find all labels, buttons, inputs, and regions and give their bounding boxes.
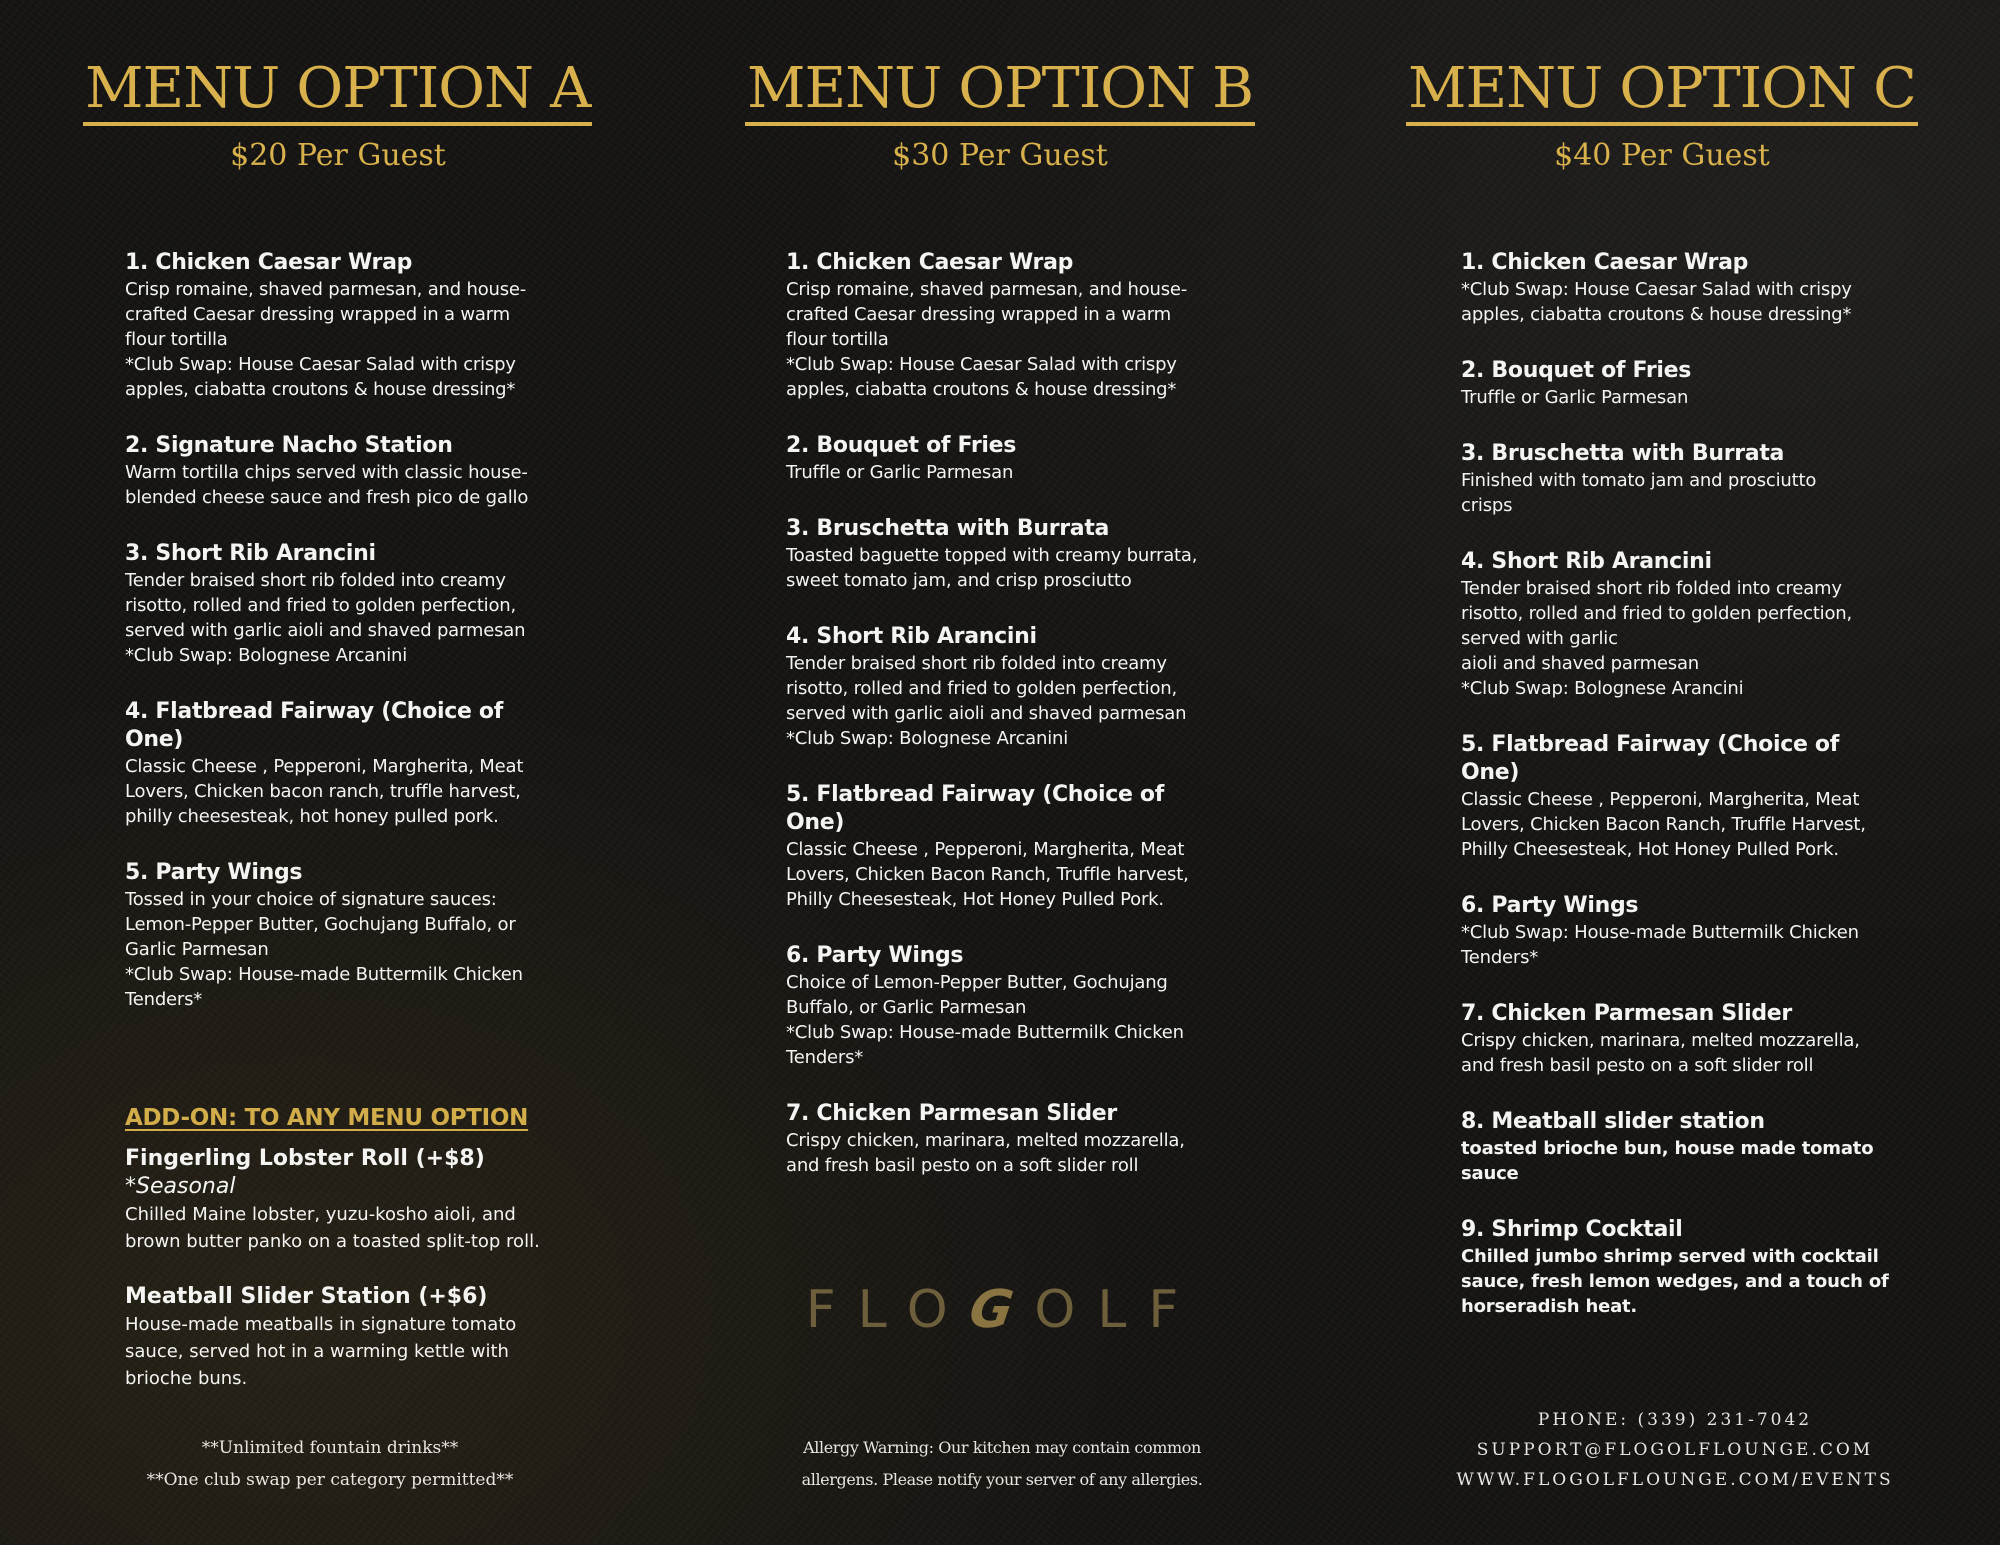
menu-item-desc: Philly Cheesesteak, Hot Honey Pulled Pork. [786, 889, 1164, 910]
menu-item-desc: Garlic Parmesan [125, 939, 269, 960]
menu-price: $20 Per Guest [230, 138, 446, 173]
menu-item-desc: Chilled jumbo shrimp served with cocktail [1461, 1246, 1879, 1267]
menu-item [1461, 892, 1891, 970]
menu-item-title: 7. Chicken Parmesan Slider [1461, 1001, 1792, 1026]
allergy-line: Allergy Warning: Our kitchen may contain common [803, 1438, 1201, 1457]
menu-item-desc: risotto, rolled and fried to golden perfection, [786, 678, 1178, 699]
addon-item-title: Meatball Slider Station (+$6) [125, 1284, 488, 1309]
menu-item [1461, 440, 1891, 518]
addon-item [125, 1145, 565, 1255]
menu-item-title: 1. Chicken Caesar Wrap [786, 250, 1074, 275]
menu-item-desc: crafted Caesar dressing wrapped in a warm [125, 304, 510, 325]
menu-item-desc: Choice of Lemon-Pepper Butter, Gochujang [786, 972, 1168, 993]
menu-item [1461, 1000, 1891, 1078]
menu-item-desc: Truffle or Garlic Parmesan [786, 462, 1014, 483]
menu-item-desc: Crispy chicken, marinara, melted mozzarella, [786, 1130, 1185, 1151]
menu-item-desc: crisps [1461, 495, 1513, 516]
menu-item-desc: Warm tortilla chips served with classic house- [125, 462, 528, 483]
menu-item-desc: Truffle or Garlic Parmesan [1461, 387, 1689, 408]
menu-item-desc: Crispy chicken, marinara, melted mozzarella, [1461, 1030, 1860, 1051]
menu-price: $40 Per Guest [1554, 138, 1770, 173]
menu-item-desc: horseradish heat. [1461, 1296, 1638, 1317]
seasonal-tag: *Seasonal [125, 1174, 236, 1199]
menu-item [125, 859, 555, 1012]
menu-item-desc: aioli and shaved parmesan [1461, 653, 1700, 674]
menu-item [786, 623, 1216, 751]
menu-item-desc: Tender braised short rib folded into creamy [786, 653, 1167, 674]
menu-item-title: 6. Party Wings [786, 943, 964, 968]
menu-item-desc: Philly Cheesesteak, Hot Honey Pulled Pork. [1461, 839, 1839, 860]
menu-item [786, 249, 1216, 402]
menu-item-title: 6. Party Wings [1461, 893, 1639, 918]
menu-item-title: 5. Party Wings [125, 860, 303, 885]
menu-item-desc: Crisp romaine, shaved parmesan, and house- [786, 279, 1188, 300]
menu-item-desc: and fresh basil pesto on a soft slider roll [786, 1155, 1139, 1176]
menu-header [1324, 56, 2000, 173]
addon-item-desc: House-made meatballs in signature tomato [125, 1314, 517, 1335]
menu-item-desc: Lemon-Pepper Butter, Gochujang Buffalo, or [125, 914, 516, 935]
menu-title: MENU OPTION B [745, 56, 1255, 126]
menu-item [125, 432, 555, 510]
menu-item-desc: flour tortilla [786, 329, 889, 350]
menu-item [1461, 249, 1891, 327]
menu-item-title: 5. Flatbread Fairway (Choice of One) [1461, 732, 1840, 785]
menu-item-title: 4. Short Rib Arancini [786, 624, 1037, 649]
menu-item-desc: Classic Cheese , Pepperoni, Margherita, Meat [1461, 789, 1860, 810]
menu-item-desc: Buffalo, or Garlic Parmesan [786, 997, 1027, 1018]
addon-item-desc: brown butter panko on a toasted split-top roll. [125, 1231, 540, 1252]
menu-item [125, 540, 555, 668]
menu-item-desc: flour tortilla [125, 329, 228, 350]
menu-item-title: 4. Flatbread Fairway (Choice of One) [125, 699, 504, 752]
menu-item-title: 1. Chicken Caesar Wrap [1461, 250, 1749, 275]
menu-item-title: 3. Short Rib Arancini [125, 541, 376, 566]
menu-item [1461, 731, 1891, 862]
menu-item-title: 4. Short Rib Arancini [1461, 549, 1712, 574]
menu-item-desc: Tenders* [786, 1047, 864, 1068]
menu-item-desc: Finished with tomato jam and prosciutto [1461, 470, 1817, 491]
menu-title: MENU OPTION C [1406, 56, 1918, 126]
menu-item-desc: Classic Cheese , Pepperoni, Margherita, Meat [125, 756, 524, 777]
menu-item [1461, 357, 1891, 410]
menu-item-desc: served with garlic [1461, 628, 1618, 649]
menu-item-desc: apples, ciabatta croutons & house dressing* [1461, 304, 1852, 325]
menu-item-desc: sauce, fresh lemon wedges, and a touch of [1461, 1271, 1889, 1292]
menu-item-desc: Classic Cheese , Pepperoni, Margherita, Meat [786, 839, 1185, 860]
menu-item [786, 781, 1216, 912]
menu-item-desc: *Club Swap: Bolognese Arcanini [786, 728, 1069, 749]
menu-price: $30 Per Guest [892, 138, 1108, 173]
addon-heading: ADD-ON: TO ANY MENU OPTION [125, 1105, 529, 1131]
menu-item-desc: *Club Swap: House-made Buttermilk Chicken [1461, 922, 1859, 943]
menu-item-desc: crafted Caesar dressing wrapped in a warm [786, 304, 1171, 325]
flogolf-logo [778, 1280, 1228, 1340]
allergy-line: allergens. Please notify your server of any allergies. [801, 1470, 1203, 1489]
logo-text [806, 1280, 1200, 1340]
menu-item-desc: *Club Swap: Bolognese Arancini [1461, 678, 1744, 699]
menu-item-desc: *Club Swap: House Caesar Salad with crispy [125, 354, 516, 375]
menu-item-title: 5. Flatbread Fairway (Choice of One) [786, 782, 1165, 835]
menu-item-desc: Toasted baguette topped with creamy burrata, [786, 545, 1198, 566]
menu-item-title: 9. Shrimp Cocktail [1461, 1217, 1683, 1242]
menu-item-desc: Tossed in your choice of signature sauces: [125, 889, 497, 910]
menu-item-desc: *Club Swap: House-made Buttermilk Chicken [125, 964, 523, 985]
menu-item-desc: *Club Swap: House Caesar Salad with crispy [1461, 279, 1852, 300]
footnote: **One club swap per category permitted** [146, 1470, 514, 1490]
menu-item-desc: philly cheesesteak, hot honey pulled pork. [125, 806, 499, 827]
menu-items [786, 249, 1216, 1208]
menu-item-title: 3. Bruschetta with Burrata [786, 516, 1110, 541]
menu-item-desc: sauce [1461, 1163, 1519, 1184]
menu-item-desc: Tender braised short rib folded into creamy [125, 570, 506, 591]
menu-item-title: 2. Bouquet of Fries [786, 433, 1017, 458]
addon-item-title [125, 1145, 565, 1201]
logo-part: OLF [1034, 1280, 1201, 1340]
menu-item-title: 7. Chicken Parmesan Slider [786, 1101, 1117, 1126]
logo-part: FLO [805, 1280, 970, 1340]
menu-item-desc: risotto, rolled and fried to golden perfection, [1461, 603, 1853, 624]
menu-item [786, 942, 1216, 1070]
menu-item [1461, 548, 1891, 701]
menu-item [1461, 1108, 1891, 1186]
menu-item [786, 515, 1216, 593]
menu-item-desc: Lovers, Chicken bacon ranch, truffle harvest, [125, 781, 521, 802]
menu-header [0, 56, 676, 173]
menu-item-desc: Tender braised short rib folded into creamy [1461, 578, 1842, 599]
addon-item-name: Fingerling Lobster Roll (+$8) [125, 1146, 485, 1171]
contact-info [1440, 1405, 1910, 1495]
menu-item-desc: served with garlic aioli and shaved parmesan [125, 620, 526, 641]
menu-item-desc: apples, ciabatta croutons & house dressing* [125, 379, 516, 400]
logo-g-mark: G [965, 1280, 1039, 1340]
menu-item-desc: *Club Swap: House-made Buttermilk Chicken [786, 1022, 1184, 1043]
menu-items [125, 249, 555, 1042]
menu-item-title: 3. Bruschetta with Burrata [1461, 441, 1785, 466]
menu-item-desc: *Club Swap: Bolognese Arcanini [125, 645, 408, 666]
menu-item-desc: apples, ciabatta croutons & house dressing* [786, 379, 1177, 400]
contact-phone: PHONE: (339) 231-7042 [1537, 1410, 1813, 1430]
allergy-warning [776, 1432, 1228, 1496]
menu-item [125, 249, 555, 402]
menu-item-title: 1. Chicken Caesar Wrap [125, 250, 413, 275]
contact-website: WWW.FLOGOLFLOUNGE.COM/EVENTS [1456, 1470, 1894, 1490]
contact-email: SUPPORT@FLOGOLFLOUNGE.COM [1476, 1440, 1874, 1460]
menu-item [1461, 1216, 1891, 1319]
menu-title: MENU OPTION A [83, 56, 592, 126]
menu-item-desc: Tenders* [125, 989, 203, 1010]
menu-item-desc: toasted brioche bun, house made tomato [1461, 1138, 1874, 1159]
menu-item [786, 1100, 1216, 1178]
menu-item-desc: risotto, rolled and fried to golden perfection, [125, 595, 517, 616]
menu-item-desc: Lovers, Chicken Bacon Ranch, Truffle harvest, [786, 864, 1189, 885]
menu-header [676, 56, 1324, 173]
menu-item [786, 432, 1216, 485]
menu-item-desc: and fresh basil pesto on a soft slider roll [1461, 1055, 1814, 1076]
addon-item [125, 1283, 565, 1392]
menu-item-title: 8. Meatball slider station [1461, 1109, 1765, 1134]
footnotes [110, 1432, 550, 1496]
menu-item-desc: sweet tomato jam, and crisp prosciutto [786, 570, 1132, 591]
menu-item-title: 2. Bouquet of Fries [1461, 358, 1692, 383]
addon-item-desc: sauce, served hot in a warming kettle with [125, 1341, 509, 1362]
addon-item-desc: Chilled Maine lobster, yuzu-kosho aioli, and [125, 1204, 516, 1225]
menu-item-desc: blended cheese sauce and fresh pico de gallo [125, 487, 529, 508]
menu-item-title: 2. Signature Nacho Station [125, 433, 453, 458]
menu-items [1461, 249, 1891, 1349]
footnote: **Unlimited fountain drinks** [201, 1438, 459, 1458]
menu-item-desc: Crisp romaine, shaved parmesan, and house- [125, 279, 527, 300]
addon-item-desc: brioche buns. [125, 1368, 248, 1389]
menu-item-desc: Lovers, Chicken Bacon Ranch, Truffle Harvest, [1461, 814, 1866, 835]
addon-section [125, 1105, 565, 1420]
menu-item-desc: served with garlic aioli and shaved parmesan [786, 703, 1187, 724]
menu-item-desc: Tenders* [1461, 947, 1539, 968]
menu-item [125, 698, 555, 829]
menu-item-desc: *Club Swap: House Caesar Salad with crispy [786, 354, 1177, 375]
